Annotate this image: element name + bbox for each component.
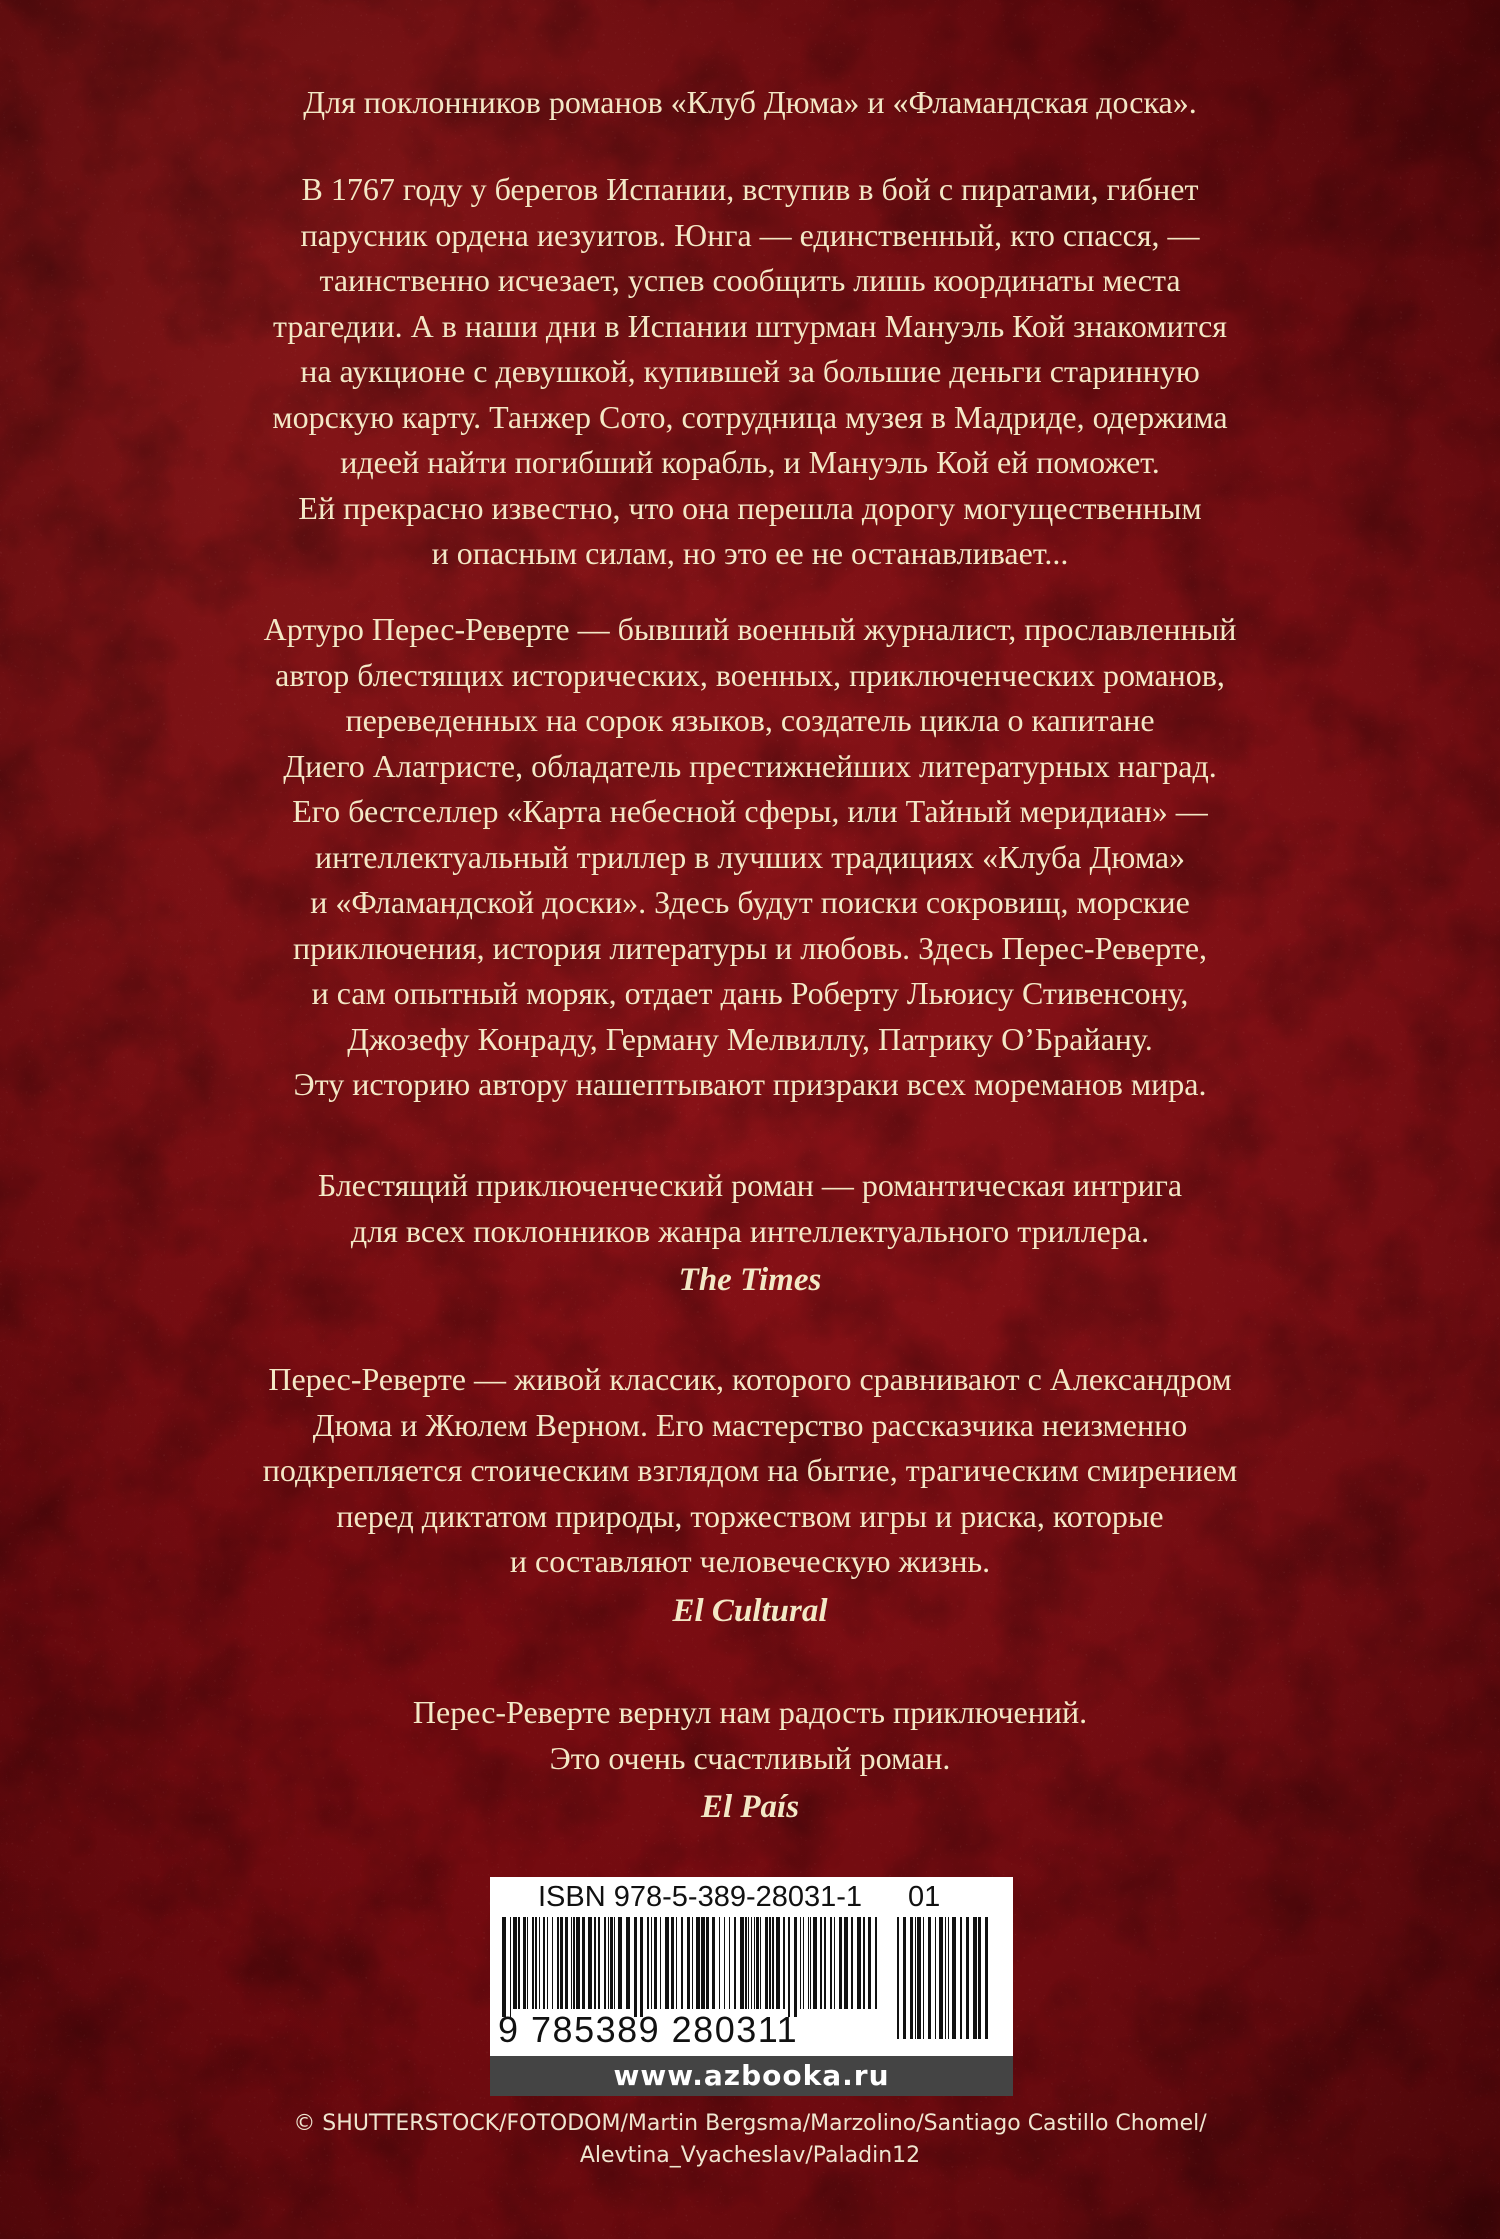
barcode-bar [651,1917,652,2009]
barcode-bar [676,1917,677,2009]
text-line: для всех поклонников жанра интеллектуального триллера. [350,1212,1150,1249]
text-line: идеей найти погибший корабль, и Мануэль Кой ей поможет. [340,444,1160,480]
barcode-bar [527,1917,528,2009]
isbn-label: ISBN 978-5-389-28031-1 [538,1881,863,1913]
barcode-bar [701,1917,705,2009]
barcode-bar [706,1917,709,2009]
barcode-bar [729,1917,730,2009]
review-quote-times [150,1163,1350,1304]
barcode-bar [875,1917,877,2009]
barcode-bar [794,1917,797,2017]
barcode-bar [769,1917,771,2009]
author-paragraph [150,607,1350,1108]
barcode-bar [917,1917,921,2039]
quote-source: The Times [678,1262,822,1298]
image-credits [100,2108,1400,2172]
barcode-bar [712,1917,715,2009]
barcode-bar [571,1917,572,2009]
text-line: Ей прекрасно известно, что она перешла дорогу могущественным [298,489,1202,526]
barcode-bar [740,1917,744,2009]
barcode-bar [687,1917,690,2009]
barcode-bar [788,1917,790,2017]
barcode-bar [939,1917,943,2039]
barcode-bar [532,1917,534,2009]
text-line: Его бестселлер «Карта небесной сферы, или Тайный меридиан» — [292,793,1208,829]
text-line: автор блестящих исторических, военных, приключенческих романов, [275,656,1225,693]
barcode-bar [576,1917,580,2009]
barcode-bar [582,1917,585,2009]
text-line: приключения, история литературы и любовь. Здесь Перес-Реверте, [292,929,1208,966]
barcode-bar [745,1917,747,2009]
text-line: Блестящий приключенческий роман — романтическая интрига [317,1167,1183,1203]
barcode-bar [948,1917,949,2039]
barcode-bar [923,1917,924,2039]
quote-source: El País [700,1789,800,1825]
barcode-bar [810,1917,811,2009]
synopsis-paragraph [150,167,1350,577]
barcode-bar [960,1917,962,2039]
barcode-bar [573,1917,575,2009]
text-line: Диего Алатристе, обладатель престижнейших литературных наград. [283,747,1217,784]
barcode-bar [696,1917,700,2009]
barcode-bar [824,1917,826,2009]
barcode-bar [935,1917,936,2039]
barcode-bar [748,1917,749,2009]
barcode-bar [681,1917,683,2009]
quote-source: El Cultural [672,1592,828,1629]
barcode-bar [523,1917,526,2009]
barcode-bar [692,1917,693,2009]
barcode-bar [863,1917,865,2009]
barcode-bar [610,1917,613,2009]
publisher-website: www.azbooka.ru [490,2056,1013,2096]
text-line: перед диктатом природы, торжеством игры и риска, которые [336,1497,1164,1534]
barcode-bar [560,1917,563,2009]
barcode-bar [539,1917,540,2009]
barcode-bar [724,1917,725,2009]
barcode-addon-bars [895,1917,995,2047]
barcode-bar [634,1917,637,2017]
text-line: и сам опытный моряк, отдает дань Роберту Льюису Стивенсону, [311,975,1189,1011]
text-line: и составляют человеческую жизнь. [509,1543,991,1579]
review-quote-el-pais [150,1690,1350,1831]
barcode-addon-number: 01 [908,1881,941,1913]
text-line: Для поклонников романов «Клуб Дюма» и «Фламандская доска». [303,84,1197,120]
credits-line: © SHUTTERSTOCK/FOTODOM/Martin Bergsma/Marzolino/Santiago Castillo Chomel/ [293,2111,1207,2136]
barcode-bar [915,1917,916,2039]
barcode-bar [654,1917,657,2009]
barcode-bar [751,1917,752,2009]
text-line: Эту историю автору нашептывают призраки всех мореманов мира. [293,1066,1207,1102]
barcode-bar [565,1917,568,2009]
barcode-bar [671,1917,674,2009]
barcode-bar [903,1917,906,2039]
text-line: интеллектуальный триллер в лучших традициях «Клуба Дюма» [314,838,1186,875]
barcode-bar [985,1917,988,2039]
barcode-bar [640,1917,643,2017]
barcode-bar [547,1917,548,2009]
barcode-bar [604,1917,606,2009]
barcode-bar [588,1917,592,2009]
barcode-bar [754,1917,755,2009]
barcode-bar [945,1917,946,2039]
barcode-bar [978,1917,981,2039]
barcode-bar [834,1917,835,2009]
barcode-bar [928,1917,931,2039]
barcode-bar [952,1917,956,2039]
barcode-bar [614,1917,615,2009]
barcode-bar [552,1917,553,2009]
text-line: и опасным силам, но это ее не останавливает... [431,535,1069,571]
text-line: Артуро Перес-Реверте — бывший военный журналист, прославленный [263,611,1237,647]
barcode-bar [647,1917,649,2009]
barcode-bar [897,1917,899,2039]
text-line: таинственно исчезает, успев сообщить лишь координаты места [319,262,1181,298]
text-line: морскую карту. Танжер Сото, сотрудница музея в Мадриде, одержима [272,398,1228,435]
barcode-bar [502,1917,506,2017]
text-line: В 1767 году у берегов Испании, вступив в бой с пиратами, гибнет [301,171,1199,207]
barcode-bar [719,1917,720,2009]
review-quote-el-cultural [150,1357,1350,1634]
isbn-barcode [490,1877,1013,2056]
barcode-bar [803,1917,804,2009]
barcode-bar [557,1917,559,2009]
barcode-bar [594,1917,596,2009]
text-line: Перес-Реверте вернул нам радость приключений. [412,1694,1088,1730]
barcode-bar [851,1917,853,2009]
text-line: Это очень счастливый роман. [549,1739,951,1776]
barcode-bar [910,1917,913,2039]
barcode-bar [598,1917,600,2009]
barcode-bar [626,1917,630,2009]
barcode-bar [518,1917,520,2009]
barcode-bar [765,1917,768,2009]
barcode-bar [772,1917,774,2009]
credits-line: Alevtina_Vyacheslav/Paladin12 [579,2143,921,2168]
barcode-bar [618,1917,622,2009]
barcode-bar [776,1917,780,2009]
text-line: Джозефу Конраду, Герману Мелвиллу, Патрику О’Брайану. [347,1020,1153,1057]
barcode-bar [513,1917,517,2009]
barcode-bar [808,1917,809,2009]
text-line: Дюма и Жюлем Верном. Его мастерство рассказчика неизменно [312,1406,1188,1443]
text-line: трагедии. А в наши дни в Испании штурман Мануэль Кой знакомится [273,307,1227,344]
barcode-bar [813,1917,817,2009]
text-line: и «Фламандской доски». Здесь будут поиски сокровищ, морские [310,884,1190,920]
barcode-bar [660,1917,661,2009]
text-line: Перес-Реверте — живой классик, которого сравнивают с Александром [268,1361,1232,1397]
barcode-bar [608,1917,609,2009]
intro-text [150,80,1350,126]
text-line: парусник ордена иезуитов. Юнга — единственный, кто спасся, — [300,216,1200,253]
text-line: переведенных на сорок языков, создатель цикла о капитане [345,702,1155,738]
barcode-bar [839,1917,842,2009]
barcode-digits: 9 785389 280311 [498,2009,799,2050]
barcode-bar [857,1917,861,2009]
barcode-bar [830,1917,832,2009]
barcode-bar [535,1917,537,2009]
barcode-bar [800,1917,801,2009]
text-line: на аукционе с девушкой, купившей за большие деньги старинную [300,353,1200,389]
barcode-bar [966,1917,969,2039]
barcode-bar [510,1917,511,2017]
barcode-bar [868,1917,871,2009]
barcode-bar [820,1917,822,2009]
barcode-bars [500,1917,880,2017]
barcode-bar [543,1917,545,2009]
barcode-bar [783,1917,785,2009]
barcode-bar [665,1917,669,2009]
text-line: подкрепляется стоическим взглядом на бытие, трагическим смирением [262,1452,1238,1488]
barcode-bar [844,1917,848,2009]
barcode-bar [734,1917,736,2009]
barcode-bar [756,1917,759,2009]
barcode-bar [760,1917,761,2009]
barcode-bar [973,1917,977,2039]
